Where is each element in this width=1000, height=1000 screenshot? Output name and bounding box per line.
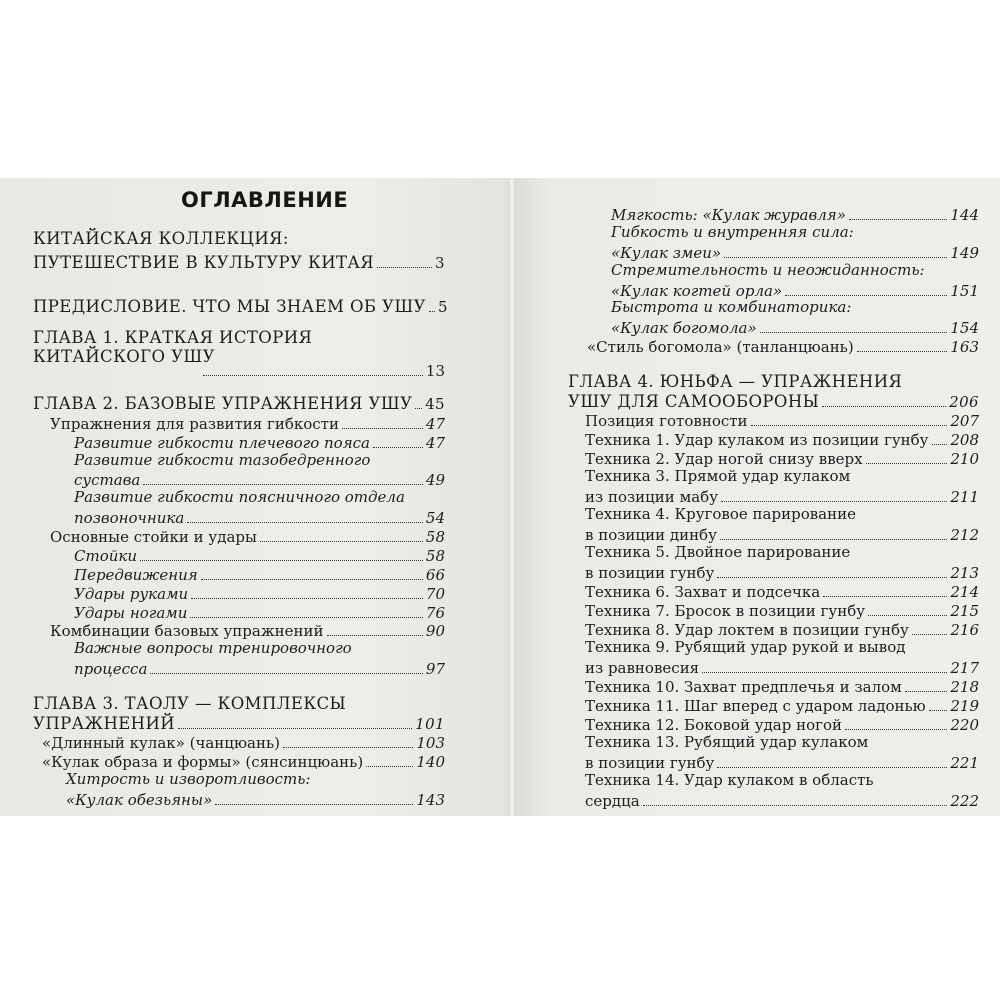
toc-chapter-4: УШУ ДЛЯ САМООБОРОНЫ 206 [568, 392, 979, 411]
toc-entry-stances-strikes: Основные стойки и удары 58 [50, 528, 445, 546]
toc-entry-technique-9-line1: Техника 9. Рубящий удар рукой и вывод [585, 638, 906, 656]
toc-entry-technique-11: Техника 11. Шаг вперед с ударом ладонью 219 [585, 697, 979, 715]
toc-entry-technique-12: Техника 12. Боковой удар ногой 220 [585, 716, 979, 734]
toc-entry-monkey: «Кулак обезьяны» 143 [66, 791, 445, 809]
toc-entry-shoulder: Развитие гибкости плечевого пояса 47 [74, 434, 445, 452]
toc-entry-training: процесса 97 [74, 660, 445, 678]
toc-entry-technique-2: Техника 2. Удар ногой снизу вверх 210 [585, 450, 979, 468]
left-page [0, 178, 510, 816]
toc-entry-combinations: Комбинации базовых упражнений 90 [50, 622, 445, 640]
toc-entry-preface: ПРЕДИСЛОВИЕ. ЧТО МЫ ЗНАЕМ ОБ УШУ 5 [33, 297, 448, 316]
toc-entry-collection-line1: КИТАЙСКАЯ КОЛЛЕКЦИЯ: [33, 229, 289, 248]
toc-entry-mantis-style: «Стиль богомола» (танланцюань) 163 [587, 338, 979, 356]
toc-entry-hip-line1: Развитие гибкости тазобедренного [74, 451, 371, 469]
toc-entry-snake: «Кулак змеи» 149 [611, 244, 979, 262]
toc-entry-xiangxing: «Кулак образа и формы» (сянсинцюань) 140 [42, 753, 445, 771]
toc-entry-movement: Передвижения 66 [74, 566, 445, 584]
toc-entry-hip: сустава 49 [74, 471, 445, 489]
book-spread [0, 178, 1000, 816]
toc-entry-monkey-line1: Хитрость и изворотливость: [66, 770, 311, 788]
toc-entry-technique-3: из позиции мабу 211 [585, 488, 979, 506]
toc-chapter-3-line1: ГЛАВА 3. ТАОЛУ — КОМПЛЕКСЫ [33, 694, 347, 713]
toc-entry-technique-1: Техника 1. Удар кулаком из позиции гунбу 208 [585, 431, 979, 449]
toc-entry-mantis-line1: Быстрота и комбинаторика: [611, 298, 852, 316]
toc-chapter-3: УПРАЖНЕНИЙ 101 [33, 714, 445, 733]
toc-entry-eagle: «Кулак когтей орла» 151 [611, 282, 979, 300]
toc-entry-technique-5: в позиции гунбу 213 [585, 564, 979, 582]
toc-entry-kicks: Удары ногами 76 [74, 604, 445, 622]
toc-entry-technique-14-line1: Техника 14. Удар кулаком в область [585, 771, 874, 789]
toc-entry-technique-6: Техника 6. Захват и подсечка 214 [585, 583, 979, 601]
toc-entry-lumbar-line1: Развитие гибкости поясничного отдела [74, 488, 405, 506]
toc-entry-technique-4: в позиции динбу 212 [585, 526, 979, 544]
right-page [514, 178, 1000, 816]
toc-chapter-1-line1: ГЛАВА 1. КРАТКАЯ ИСТОРИЯ [33, 328, 313, 347]
toc-entry-technique-5-line1: Техника 5. Двойное парирование [585, 543, 851, 561]
toc-entry-technique-4-line1: Техника 4. Круговое парирование [585, 505, 856, 523]
toc-entry-hand-strikes: Удары руками 70 [74, 585, 445, 603]
toc-chapter-4-line1: ГЛАВА 4. ЮНЬФА — УПРАЖНЕНИЯ [568, 372, 903, 391]
toc-entry-technique-3-line1: Техника 3. Прямой удар кулаком [585, 467, 851, 485]
toc-entry-long-fist: «Длинный кулак» (чанцюань) 103 [42, 734, 445, 752]
toc-entry-technique-10: Техника 10. Захват предплечья и залом 218 [585, 678, 979, 696]
toc-entry-snake-line1: Гибкость и внутренняя сила: [611, 223, 854, 241]
toc-entry-technique-13: в позиции гунбу 221 [585, 754, 979, 772]
toc-entry-technique-7: Техника 7. Бросок в позиции гунбу 215 [585, 602, 979, 620]
toc-entry-eagle-line1: Стремительность и неожиданность: [611, 261, 925, 279]
toc-chapter-1-line2: КИТАЙСКОГО УШУ [33, 347, 215, 366]
toc-entry-flexibility: Упражнения для развития гибкости 47 [50, 415, 445, 433]
toc-entry-technique-14: сердца 222 [585, 792, 979, 810]
toc-entry-technique-9: из равновесия 217 [585, 659, 979, 677]
toc-entry-lumbar: позвоночника 54 [74, 509, 445, 527]
toc-entry-crane: Мягкость: «Кулак журавля» 144 [611, 206, 979, 224]
toc-chapter-1-page: 13 [200, 360, 445, 380]
toc-entry-technique-8: Техника 8. Удар локтем в позиции гунбу 216 [585, 621, 979, 639]
toc-entry-collection: ПУТЕШЕСТВИЕ В КУЛЬТУРУ КИТАЯ 3 [33, 253, 445, 272]
toc-entry-training-line1: Важные вопросы тренировочного [74, 639, 352, 657]
toc-entry-stances: Стойки 58 [74, 547, 445, 565]
toc-chapter-2: ГЛАВА 2. БАЗОВЫЕ УПРАЖНЕНИЯ УШУ 45 [33, 394, 445, 413]
toc-entry-technique-13-line1: Техника 13. Рубящий удар кулаком [585, 733, 869, 751]
toc-heading: ОГЛАВЛЕНИЕ [181, 188, 349, 212]
toc-entry-mantis: «Кулак богомола» 154 [611, 319, 979, 337]
toc-entry-ready-position: Позиция готовности 207 [585, 412, 979, 430]
